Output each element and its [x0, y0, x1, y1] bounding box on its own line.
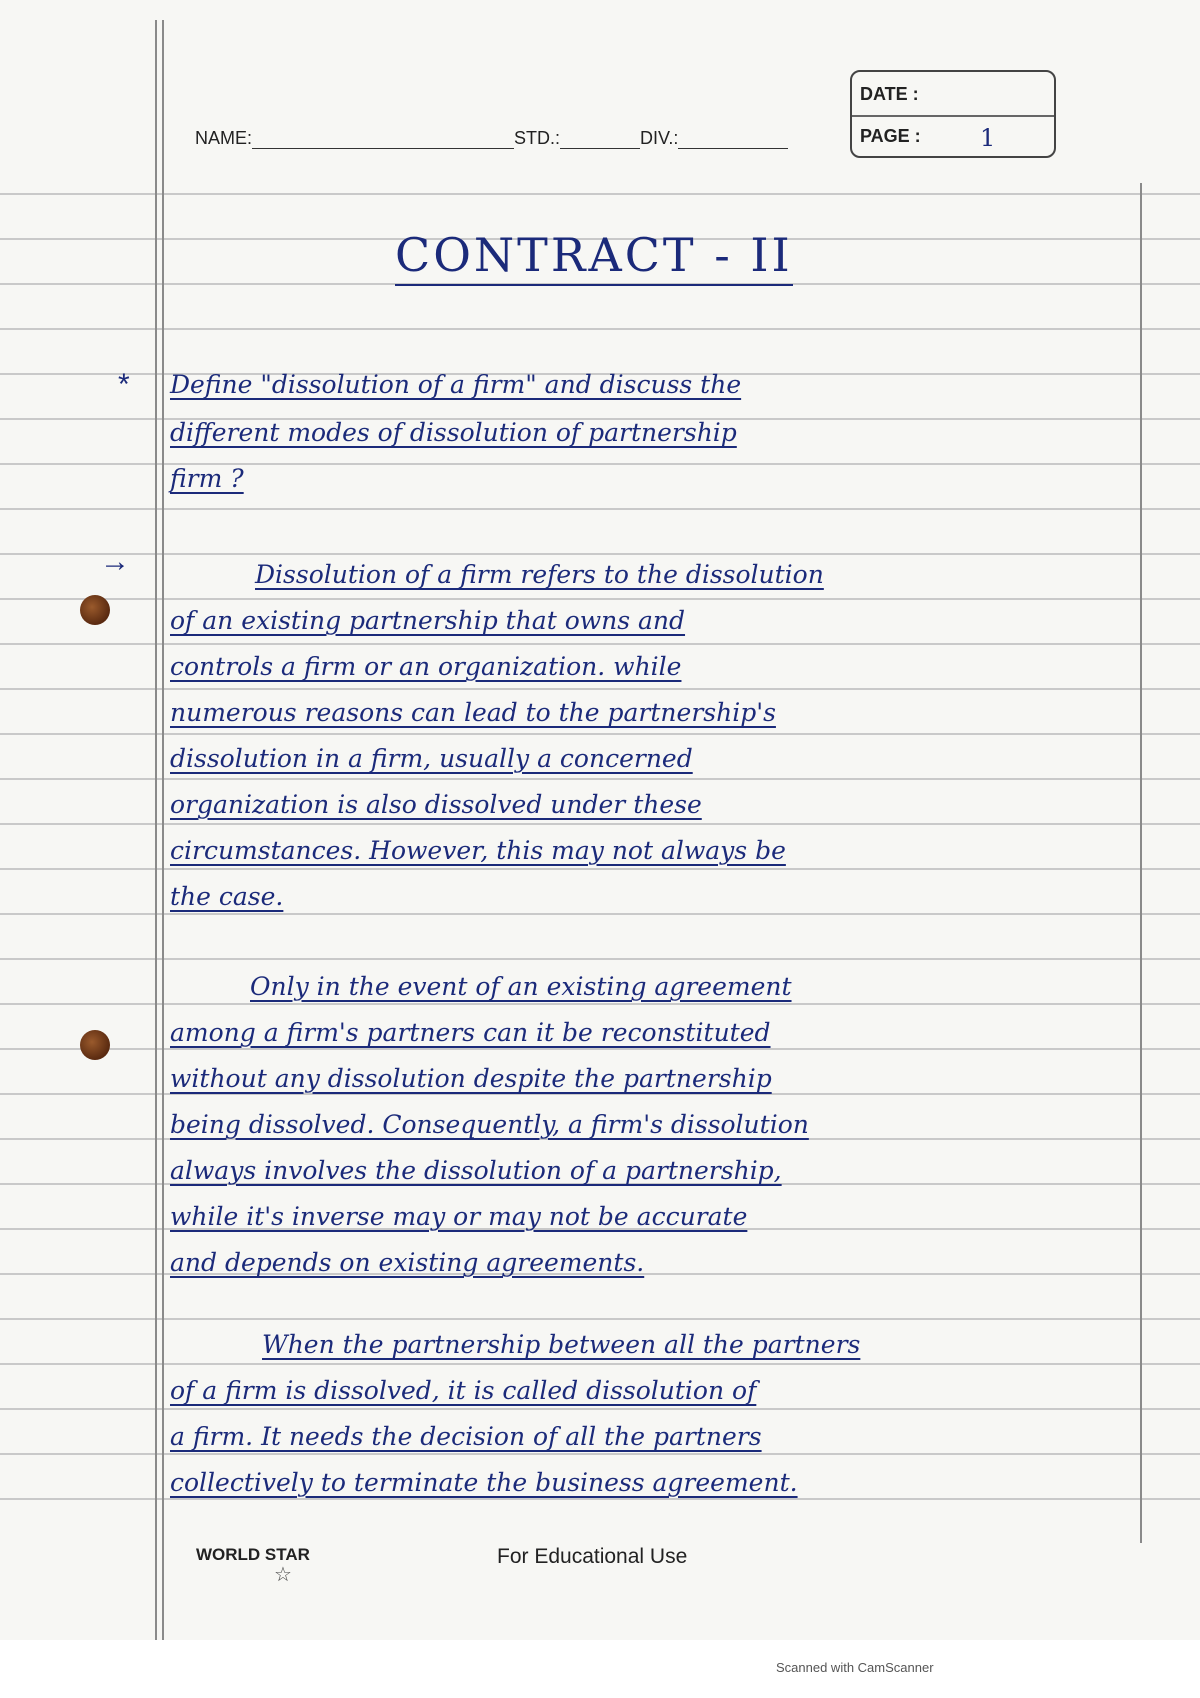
date-box-divider — [852, 115, 1054, 117]
name-label: NAME: — [195, 128, 253, 148]
paragraph-line: among a firm's partners can it be reconstituted — [170, 1018, 771, 1047]
paragraph-line: organization is also dissolved under these — [170, 790, 702, 819]
paragraph-line: while it's inverse may or may not be accurate — [170, 1202, 748, 1231]
right-border-line — [1140, 183, 1142, 1543]
name-blank — [252, 130, 514, 149]
std-label: STD.: — [514, 128, 561, 148]
question-line: Define "dissolution of a firm" and discuss the — [170, 370, 742, 399]
paragraph-line: of an existing partnership that owns and — [170, 606, 686, 635]
answer-arrow-marker: → — [100, 545, 130, 578]
page-label: PAGE : — [860, 126, 921, 146]
paragraph-line: numerous reasons can lead to the partnership's — [170, 698, 776, 727]
paragraph-line: of a firm is dissolved, it is called dissolution of — [170, 1376, 757, 1405]
paragraph-line: Dissolution of a firm refers to the dissolution — [255, 560, 824, 589]
question-star-marker: * — [118, 368, 130, 401]
paragraph-line: always involves the dissolution of a partnership, — [170, 1156, 782, 1185]
page-header — [195, 128, 815, 149]
brand-star-icon: ☆ — [274, 1564, 292, 1586]
paragraph-line: a firm. It needs the decision of all the partners — [170, 1422, 762, 1451]
paragraph-line: dissolution in a firm, usually a concerned — [170, 744, 693, 773]
date-page-box — [850, 70, 1056, 158]
brand-logo-text: WORLD STAR — [196, 1545, 310, 1564]
paragraph-line: the case. — [170, 882, 284, 911]
scanner-watermark: Scanned with CamScanner — [776, 1660, 934, 1675]
footer-tagline: For Educational Use — [497, 1545, 688, 1568]
paragraph-line: controls a firm or an organization. while — [170, 652, 682, 681]
page-number: 1 — [980, 124, 996, 152]
binder-hole — [80, 1030, 110, 1060]
paragraph-line: circumstances. However, this may not always be — [170, 836, 786, 865]
paragraph-line: being dissolved. Consequently, a firm's dissolution — [170, 1110, 809, 1139]
question-line: firm ? — [170, 464, 244, 493]
margin-line-right — [162, 20, 164, 1640]
binder-hole — [80, 595, 110, 625]
paragraph-line: When the partnership between all the partners — [262, 1330, 861, 1359]
margin-line-left — [155, 20, 157, 1640]
date-label: DATE : — [860, 84, 919, 104]
note-title: CONTRACT - II — [395, 228, 793, 286]
div-blank — [678, 130, 788, 149]
question-line: different modes of dissolution of partnership — [170, 418, 737, 447]
std-blank — [560, 130, 640, 149]
paragraph-line: Only in the event of an existing agreement — [250, 972, 792, 1001]
div-label: DIV.: — [640, 128, 679, 148]
paragraph-line: collectively to terminate the business agreement. — [170, 1468, 798, 1497]
paragraph-line: without any dissolution despite the partnership — [170, 1064, 772, 1093]
paragraph-line: and depends on existing agreements. — [170, 1248, 645, 1277]
